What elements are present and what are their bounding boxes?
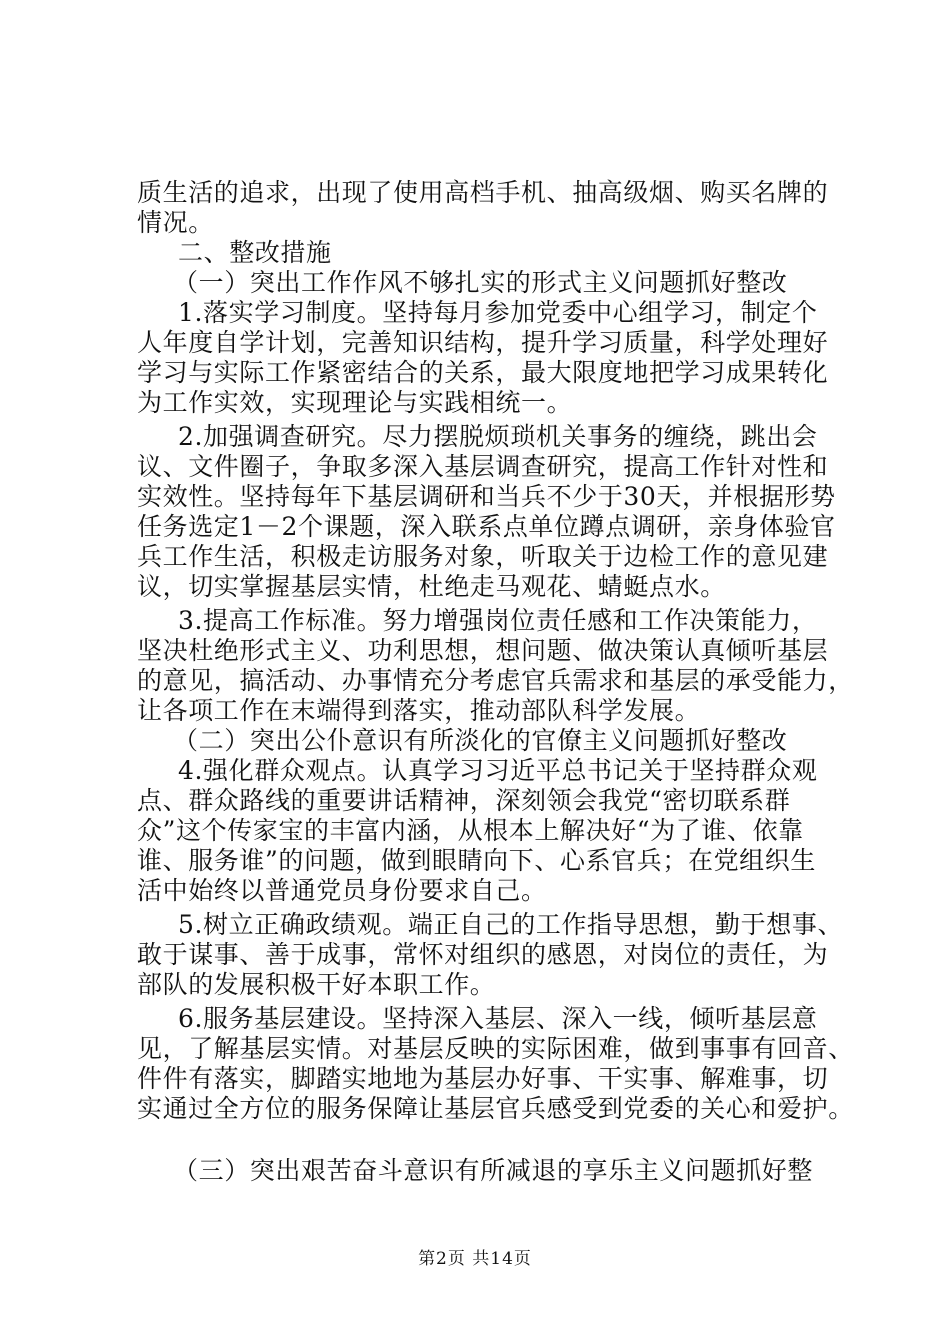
text-line: 实通过全方位的服务保障让基层官兵感受到党委的关心和爱护。 (137, 1094, 854, 1123)
text-line: 让各项工作在末端得到落实，推动部队科学发展。 (137, 696, 701, 725)
text-line: 的意见，搞活动、办事情充分考虑官兵需求和基层的承受能力， (137, 666, 854, 695)
text-line: 2.加强调查研究。尽力摆脱烦琐机关事务的缠绕，跳出会 (178, 422, 818, 451)
text-line: 实效性。坚持每年下基层调研和当兵不少于30天，并根据形势 (137, 482, 836, 511)
text-line: 件件有落实，脚踏实地地为基层办好事、干实事、解难事，切 (137, 1064, 829, 1093)
text-line: 议、文件圈子，争取多深入基层调查研究，提高工作针对性和 (137, 452, 829, 481)
text-line: 部队的发展积极干好本职工作。 (137, 970, 496, 999)
text-line: 4.强化群众观点。认真学习习近平总书记关于坚持群众观 (178, 756, 818, 785)
page-number-footer: 第2页 共14页 (418, 1249, 532, 1269)
text-line: 质生活的追求，出现了使用高档手机、抽高级烟、购买名牌的 (137, 178, 829, 207)
text-line: 1.落实学习制度。坚持每月参加党委中心组学习，制定个 (178, 298, 818, 327)
subsection-heading: （二）突出公仆意识有所淡化的官僚主义问题抓好整改 (173, 726, 788, 755)
text-line: 议，切实掌握基层实情，杜绝走马观花、蜻蜓点水。 (137, 572, 726, 601)
text-line: 见，了解基层实情。对基层反映的实际困难，做到事事有回音、 (137, 1034, 854, 1063)
text-line: 5.树立正确政绩观。端正自己的工作指导思想，勤于想事、 (178, 910, 844, 939)
text-line: 坚决杜绝形式主义、功利思想，想问题、做决策认真倾听基层 (137, 636, 829, 665)
text-line: 点、群众路线的重要讲话精神，深刻领会我党“密切联系群 (137, 786, 791, 815)
section-heading: 二、整改措施 (178, 238, 332, 267)
subsection-heading: （一）突出工作作风不够扎实的形式主义问题抓好整改 (173, 268, 788, 297)
text-line: 人年度自学计划，完善知识结构，提升学习质量，科学处理好 (137, 328, 829, 357)
text-line: 6.服务基层建设。坚持深入基层、深入一线，倾听基层意 (178, 1004, 818, 1033)
text-line: 为工作实效，实现理论与实践相统一。 (137, 388, 573, 417)
text-line: 活中始终以普通党员身份要求自己。 (137, 876, 547, 905)
text-line: 兵工作生活，积极走访服务对象，听取关于边检工作的意见建 (137, 542, 829, 571)
text-line: 3.提高工作标准。努力增强岗位责任感和工作决策能力， (178, 606, 818, 635)
text-line: 谁、服务谁”的问题，做到眼睛向下、心系官兵；在党组织生 (137, 846, 816, 875)
text-line: 任务选定1－2个课题，深入联系点单位蹲点调研，亲身体验官 (137, 512, 836, 541)
text-line: 学习与实际工作紧密结合的关系，最大限度地把学习成果转化 (137, 358, 829, 387)
subsection-heading: （三）突出艰苦奋斗意识有所减退的享乐主义问题抓好整 (173, 1156, 814, 1185)
text-line: 情况。 (137, 208, 214, 237)
text-line: 众”这个传家宝的丰富内涵，从根本上解决好“为了谁、依靠 (137, 816, 804, 845)
text-line: 敢于谋事、善于成事，常怀对组织的感恩，对岗位的责任，为 (137, 940, 829, 969)
